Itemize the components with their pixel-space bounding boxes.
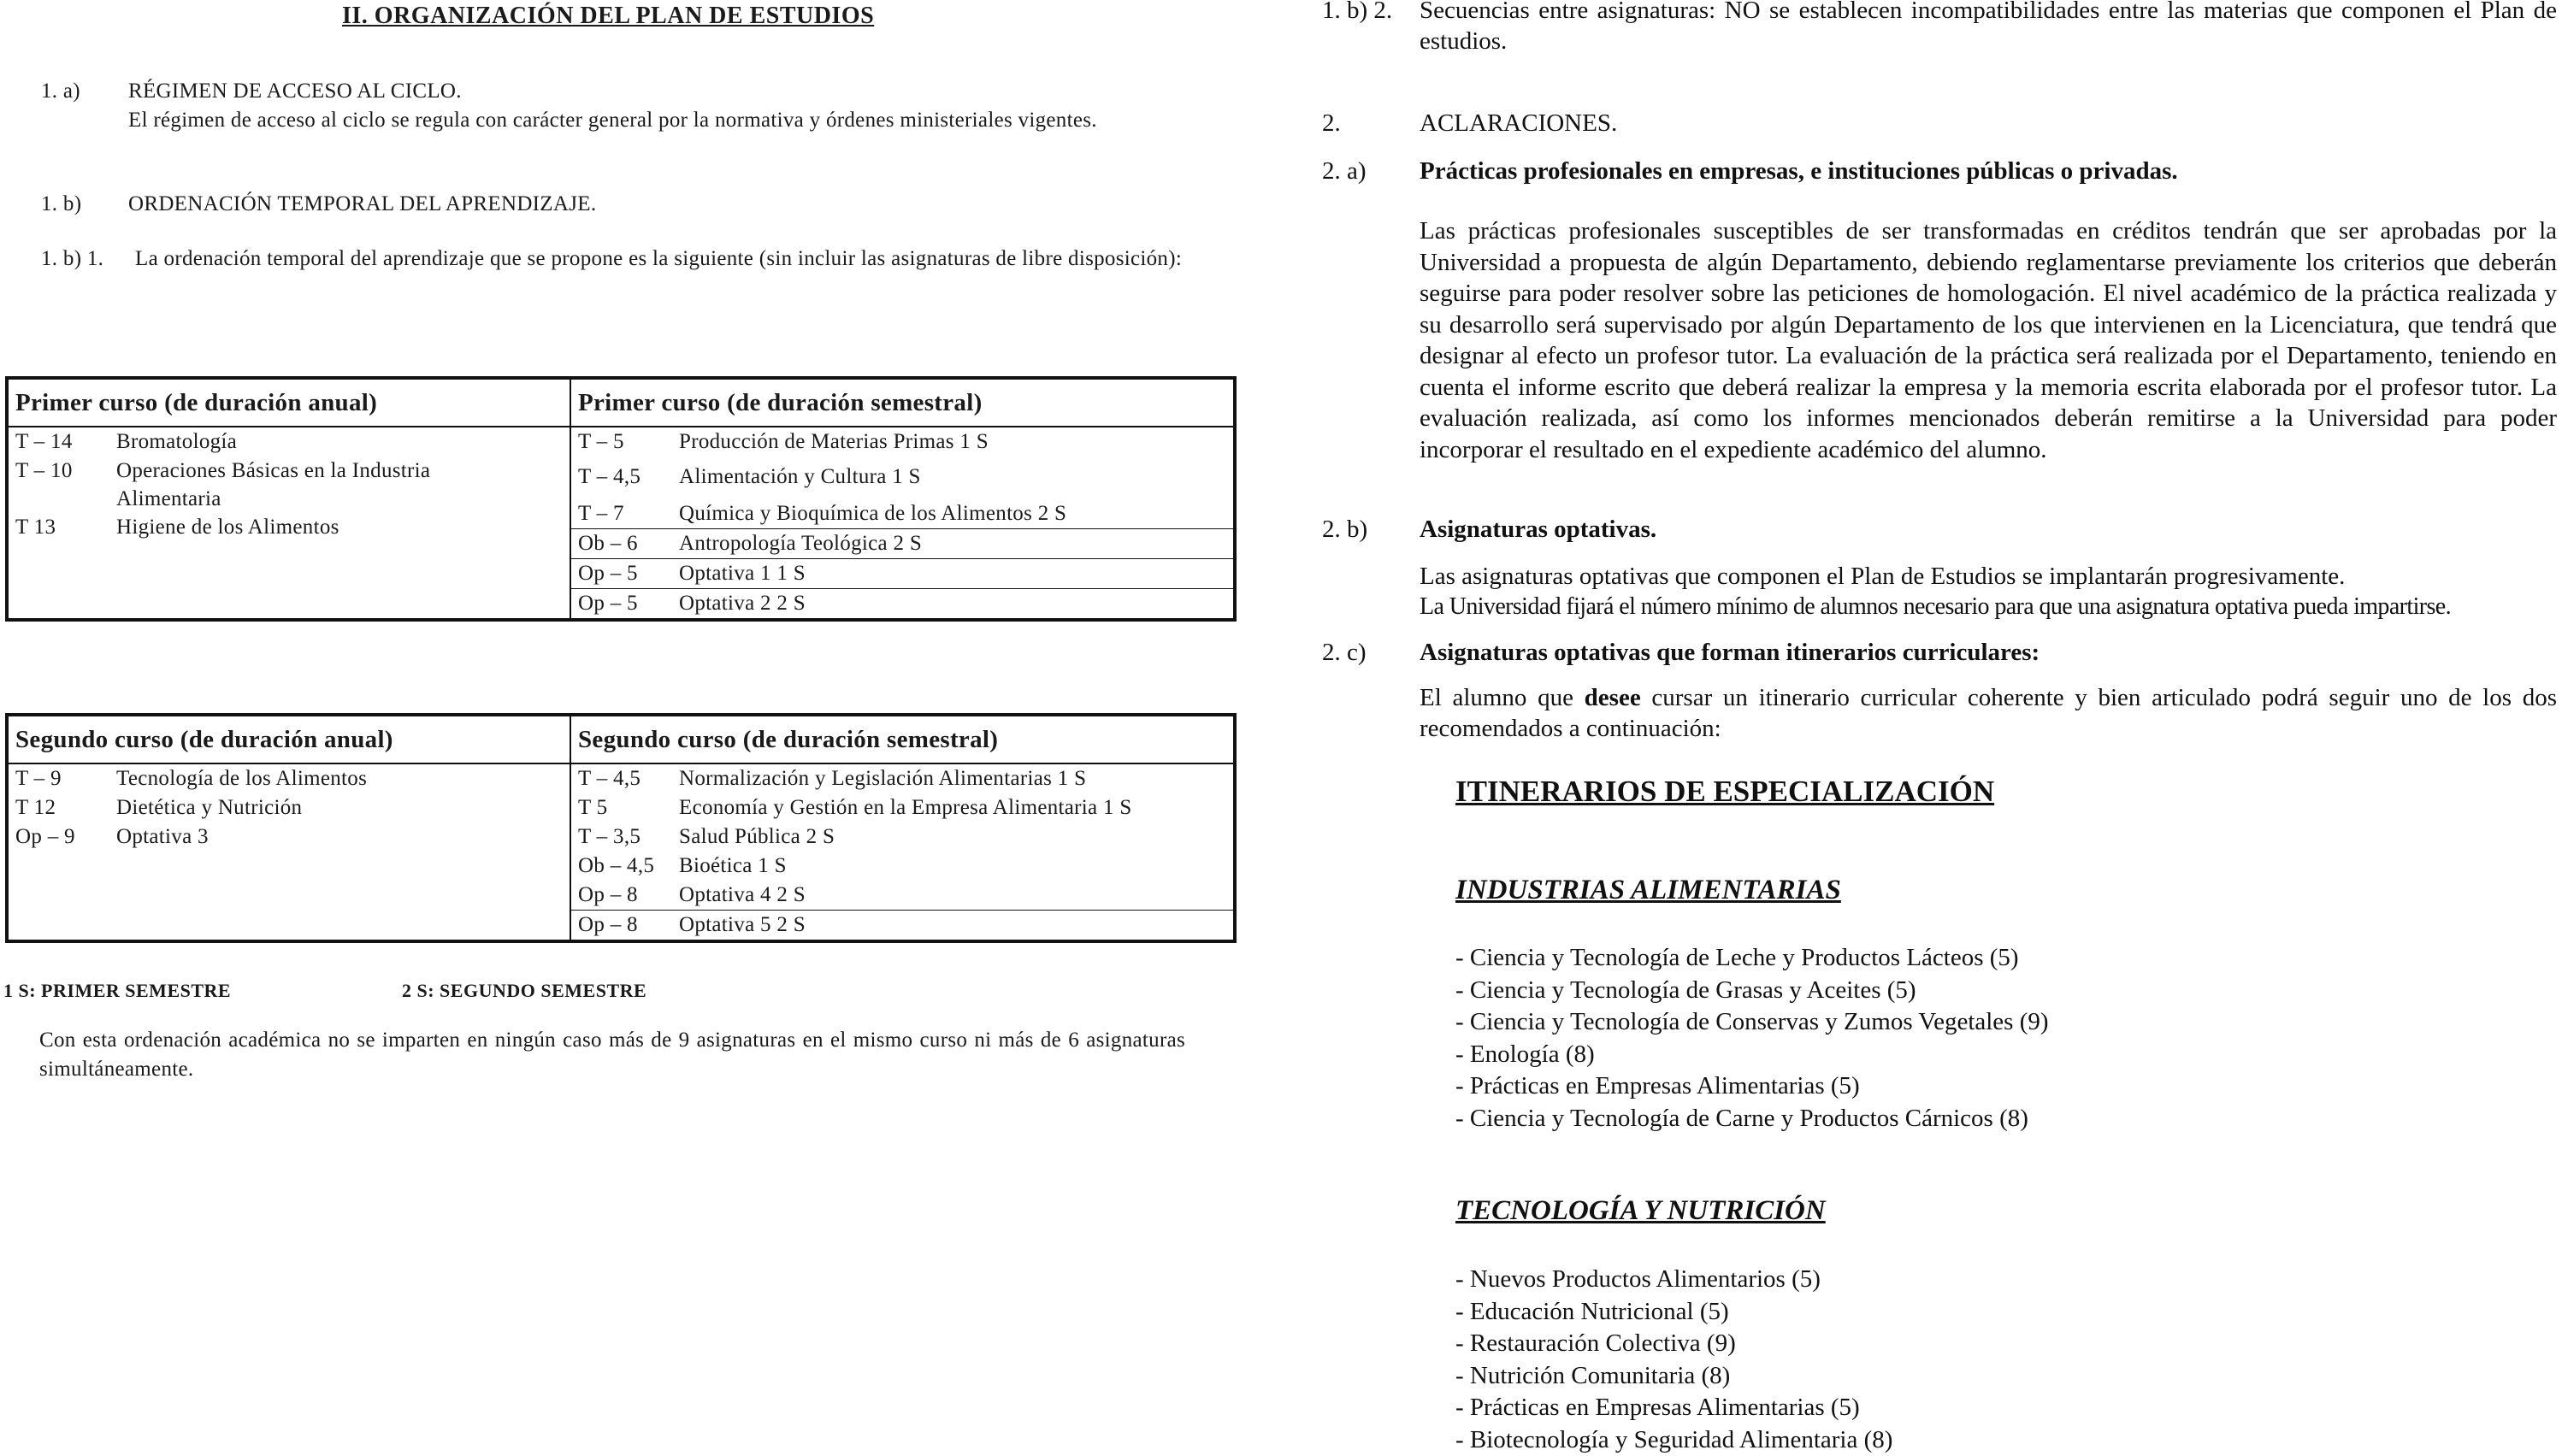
list-item: - Nutrición Comunitaria (8) — [1455, 1361, 1731, 1389]
subject-name: Alimentación y Cultura 1 S — [679, 465, 921, 488]
section-2a-heading: Prácticas profesionales en empresas, e instituciones públicas o privadas. — [1420, 157, 2178, 185]
section-2c — [1322, 637, 2557, 668]
section-2b — [1322, 514, 2557, 545]
subject-name: Tecnología de los Alimentos — [116, 767, 368, 790]
section-2c-number: 2. c) — [1322, 639, 1367, 666]
section-2c-text-part: El alumno que — [1420, 684, 1585, 711]
second-year-semester-header: Segundo curso (de duración semestral) — [570, 715, 1235, 763]
subject-name: Optativa 3 — [116, 825, 209, 848]
subject-code: T – 3,5 — [578, 825, 641, 848]
section-2a — [1322, 156, 2557, 186]
table-row — [9, 822, 570, 852]
section-2b-line1: Las asignaturas optativas que componen el Plan de Estudios se implantarán progresivamente. — [1420, 563, 2346, 590]
list-item: - Prácticas en Empresas Alimentarias (5) — [1455, 1394, 1860, 1421]
subject-code: T – 4,5 — [578, 465, 641, 488]
second-year-annual-header: Segundo curso (de duración anual) — [7, 715, 570, 763]
section-2c-text-emphasis: desee — [1584, 684, 1641, 711]
section-1b1-text: La ordenación temporal del aprendizaje que se propone es la siguiente (sin incluir las asignaturas de libre disposición): — [135, 247, 1183, 270]
first-year-annual-cell — [7, 427, 570, 620]
table-row — [571, 559, 1233, 589]
section-1a-heading: RÉGIMEN DE ACCESO AL CICLO. — [128, 80, 462, 103]
subject-code: Op – 8 — [578, 883, 638, 906]
first-year-semester-header: Primer curso (de duración semestral) — [570, 378, 1235, 427]
table-row — [571, 427, 1233, 457]
section-1b1-number: 1. b) 1. — [41, 247, 104, 270]
closing-note: Con esta ordenación académica no se imparten en ningún caso más de 9 asignaturas en el mismo curso ni más de 6 asignaturas simultáneamente. — [39, 1029, 1185, 1081]
section-2-number: 2. — [1322, 109, 1341, 137]
table-row — [9, 513, 570, 542]
section-1a-number: 1. a) — [41, 80, 80, 103]
section-1b2-number: 1. b) 2. — [1322, 0, 1393, 24]
table-row — [571, 852, 1233, 881]
subject-name: Optativa 1 1 S — [679, 562, 806, 585]
section-2a-number: 2. a) — [1322, 157, 1367, 185]
subject-name: Normalización y Legislación Alimentarias 1 S — [679, 767, 1087, 790]
section-1b-number: 1. b) — [41, 192, 82, 215]
group-tecnologia-list — [1455, 1264, 1892, 1456]
legend-second-semester: 2 S: SEGUNDO SEMESTRE — [402, 980, 647, 1001]
table-row — [571, 822, 1233, 852]
subject-name: Salud Pública 2 S — [679, 825, 835, 848]
subject-code: Op – 5 — [578, 592, 638, 615]
first-year-table — [5, 376, 1237, 622]
group-industrias-list — [1455, 942, 2049, 1135]
subject-name: Antropología Teológica 2 S — [679, 532, 923, 555]
subject-code: T – 4,5 — [578, 767, 641, 790]
section-2b-heading: Asignaturas optativas. — [1420, 516, 1657, 543]
table-row — [571, 793, 1233, 822]
list-item: - Educación Nutricional (5) — [1455, 1297, 1729, 1325]
section-1b-heading: ORDENACIÓN TEMPORAL DEL APRENDIZAJE. — [128, 192, 597, 215]
left-column — [0, 0, 1266, 1456]
second-year-annual-cell — [7, 763, 570, 941]
list-item: - Nuevos Productos Alimentarios (5) — [1455, 1265, 1821, 1293]
section-1b2 — [1322, 0, 2557, 56]
subject-code: Ob – 4,5 — [578, 854, 655, 877]
list-item: - Ciencia y Tecnología de Conservas y Zumos Vegetales (9) — [1455, 1008, 2049, 1035]
subject-name: Bromatología — [116, 430, 238, 453]
table-row — [9, 427, 570, 457]
section-1a-text: El régimen de acceso al ciclo se regula con carácter general por la normativa y órdenes ministeriales vigentes. — [128, 109, 1097, 132]
right-column — [1308, 0, 2562, 1456]
list-item: - Restauración Colectiva (9) — [1455, 1329, 1736, 1357]
group-tecnologia-title: TECNOLOGÍA Y NUTRICIÓN — [1455, 1195, 1826, 1226]
table-row — [571, 529, 1233, 559]
first-year-annual-header: Primer curso (de duración anual) — [7, 378, 570, 427]
subject-code: T 13 — [15, 516, 56, 539]
list-item: - Prácticas en Empresas Alimentarias (5) — [1455, 1072, 1860, 1099]
subject-name: Operaciones Básicas en la Industria Alimentaria — [116, 459, 431, 510]
section-2-heading: ACLARACIONES. — [1420, 109, 1618, 137]
subject-code: Ob – 6 — [578, 532, 638, 555]
subject-code: T – 7 — [578, 502, 624, 525]
subject-name: Economía y Gestión en la Empresa Alimentaria 1 S — [679, 796, 1132, 819]
subject-name: Optativa 2 2 S — [679, 592, 806, 615]
list-item: - Ciencia y Tecnología de Grasas y Aceites (5) — [1455, 976, 1916, 1004]
subject-code: T 5 — [578, 796, 608, 819]
subject-code: Op – 9 — [15, 825, 75, 848]
subject-name: Química y Bioquímica de los Alimentos 2 S — [679, 502, 1067, 525]
section-2 — [1322, 108, 2557, 139]
itineraries-title: ITINERARIOS DE ESPECIALIZACIÓN — [1455, 775, 1995, 808]
subject-code: Op – 8 — [578, 913, 638, 936]
subject-name: Producción de Materias Primas 1 S — [679, 430, 989, 453]
section-2b-line2: La Universidad fijará el número mínimo de alumnos necesario para que una asignatura optativa pueda impartirse. — [1420, 593, 2451, 620]
subject-code: T – 14 — [15, 430, 73, 453]
section-2c-heading: Asignaturas optativas que forman itinerarios curriculares: — [1420, 639, 2040, 666]
list-item: - Ciencia y Tecnología de Carne y Productos Cárnicos (8) — [1455, 1104, 2028, 1132]
table-row — [9, 793, 570, 822]
section-1b2-text: Secuencias entre asignaturas: NO se establecen incompatibilidades entre las materias que componen el Plan de estudios. — [1420, 0, 2557, 55]
section-2a-text: Las prácticas profesionales susceptibles de ser transformadas en créditos tendrán que ser aprobadas por la Universidad a propuesta de algún Departamento, debiendo reglamentarse previamente los criterios que deberán seguirse para poder resolver sobre las peticiones de homologación. El nivel académico de la práctica realizada y su desarrollo será supervisado por algún Departamento de los que intervienen en la Licenciatura, que tendrá que designar al efecto un profesor tutor. La evaluación de la práctica será realizada por el Departamento, teniendo en cuenta el informe escrito que deberá realizar la empresa y la memoria escrita elaborada por el profesor tutor. La evaluación realizada, así como los informes mencionados deberán remitirse a la Universidad para poder incorporar el resultado en el expediente académico del alumno. — [1420, 217, 2557, 463]
table-row — [571, 499, 1233, 529]
subject-name: Higiene de los Alimentos — [116, 516, 339, 539]
table-row — [9, 457, 570, 513]
list-item: - Biotecnología y Seguridad Alimentaria (8) — [1455, 1425, 1893, 1453]
subject-code: T – 10 — [15, 459, 73, 482]
section-2c-text — [1420, 682, 2557, 744]
second-year-table — [5, 713, 1237, 943]
subject-name: Bioética 1 S — [679, 854, 787, 877]
legend-first-semester: 1 S: PRIMER SEMESTRE — [3, 980, 232, 1001]
section-title: II. ORGANIZACIÓN DEL PLAN DE ESTUDIOS — [342, 3, 875, 29]
subject-code: T 12 — [15, 796, 56, 819]
list-item: - Ciencia y Tecnología de Leche y Productos Lácteos (5) — [1455, 944, 2019, 971]
subject-name: Optativa 5 2 S — [679, 913, 806, 936]
subject-name: Dietética y Nutrición — [116, 796, 303, 819]
subject-name: Optativa 4 2 S — [679, 883, 806, 906]
table-row — [571, 881, 1233, 911]
table-row — [571, 911, 1233, 940]
list-item: - Enología (8) — [1455, 1040, 1595, 1068]
section-2b-number: 2. b) — [1322, 516, 1368, 543]
first-year-semester-cell — [570, 427, 1235, 620]
table-row — [571, 589, 1233, 618]
table-row — [571, 457, 1233, 499]
subject-code: T – 9 — [15, 767, 62, 790]
subject-code: Op – 5 — [578, 562, 638, 585]
table-row — [571, 764, 1233, 793]
group-industrias-title: INDUSTRIAS ALIMENTARIAS — [1455, 875, 1841, 905]
second-year-semester-cell — [570, 763, 1235, 941]
subject-code: T – 5 — [578, 430, 624, 453]
section-2c-text-part: cursar un itinerario curricular coherente y bien articulado podrá seguir uno de los dos recomendados a continuación: — [1420, 684, 2557, 742]
table-row — [9, 764, 570, 793]
